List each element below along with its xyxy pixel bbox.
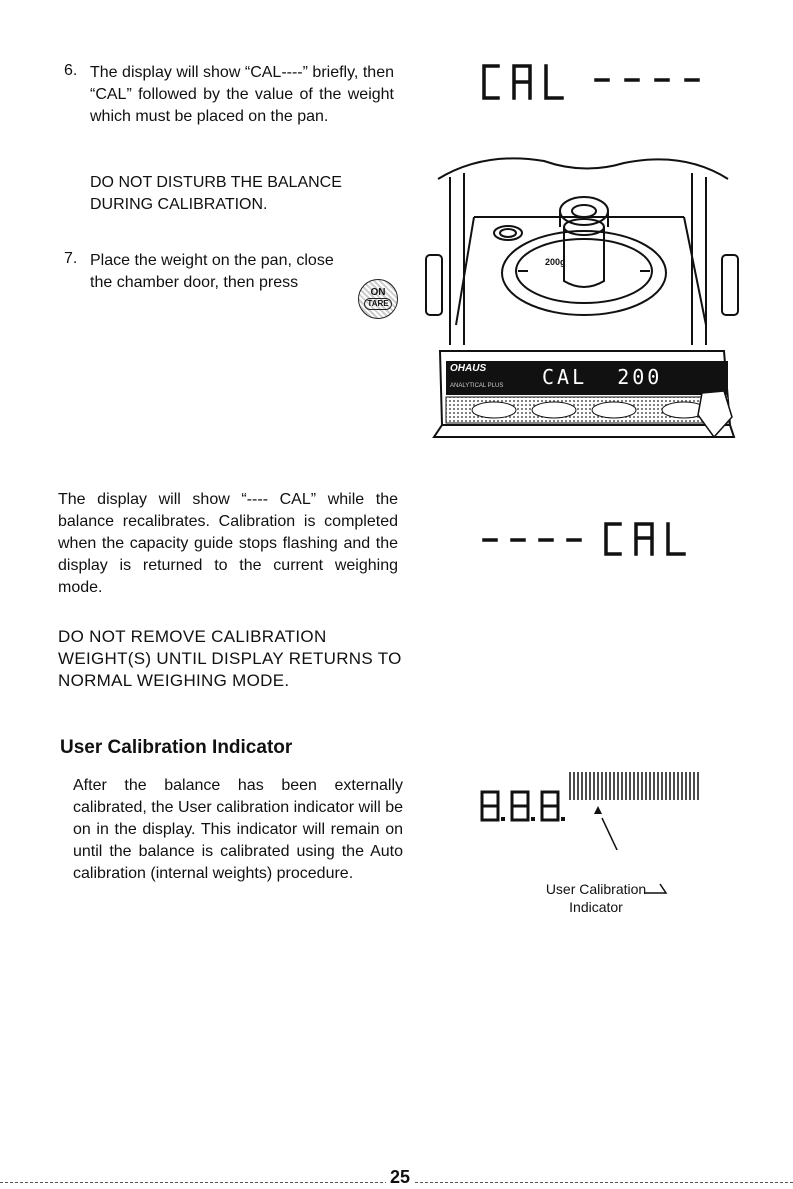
step-6-text: The display will show “CAL----” briefly, then “CAL” followed by the value of the weight which must be placed on the pan. — [90, 64, 394, 125]
recalibration-warning: DO NOT REMOVE CALIBRATION WEIGHT(S) UNTIL DISPLAY RETURNS TO NORMAL WEIGHING MODE. — [58, 627, 402, 690]
user-calibration-text: After the balance has been externally calibrated, the User calibration indicator will be on in the display. This indicator will remain on until the balance is calibrated using the Auto calibration (internal weights) procedure. — [73, 777, 403, 882]
balance-illustration — [424, 155, 744, 455]
weight-label: 200g — [545, 257, 566, 267]
display-dashes-cal — [478, 510, 708, 560]
user-calibration-display — [478, 770, 718, 920]
step-7-text: Place the weight on the pan, close the chamber door, then press — [90, 252, 334, 291]
seven-seg-dashes-cal-icon — [478, 510, 708, 560]
recalibration-text: The display will show “---- CAL” while the balance recalibrates. Calibration is completed when the capacity guide stops flashing and the display is returned to the current weighing mode. — [58, 491, 398, 596]
seven-seg-888-indicator-icon — [478, 770, 718, 850]
caption-pointer-icon — [644, 878, 674, 898]
balance-drawing-icon — [424, 155, 744, 455]
balance-panel-caption: ANALYTICAL PLUS — [450, 383, 504, 389]
on-tare-button-bottom-label: TARE — [364, 298, 391, 310]
step-6-number: 6. — [64, 62, 78, 79]
page-number: 25 — [386, 1167, 414, 1188]
brand-logo: OHAUS — [450, 363, 487, 374]
section-heading: User Calibration Indicator — [60, 737, 293, 758]
on-tare-button-top-label: ON — [370, 287, 386, 298]
on-tare-button-icon — [358, 279, 398, 319]
indicator-caption-line1: User Calibration — [545, 881, 647, 897]
balance-display-readout: CAL 200 — [542, 365, 663, 389]
seven-seg-cal-icon — [478, 58, 708, 108]
step-6-warning: DO NOT DISTURB THE BALANCE DURING CALIBRATION. — [90, 174, 342, 213]
display-cal-dashes — [478, 58, 708, 108]
indicator-caption-line2: Indicator — [569, 899, 623, 915]
step-7-number: 7. — [64, 250, 78, 267]
